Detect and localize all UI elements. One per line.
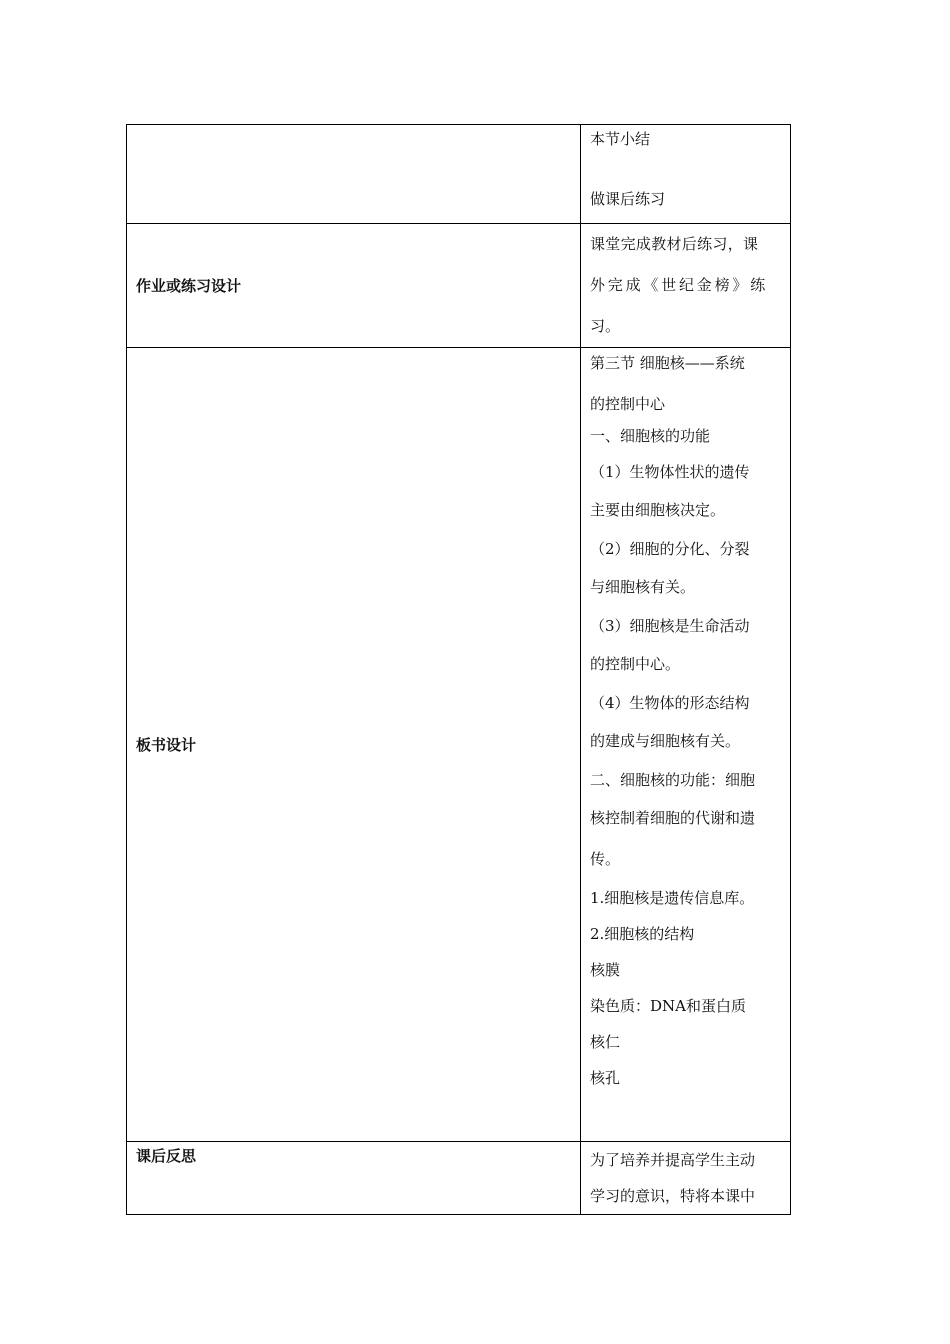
board-line-17: 核膜 xyxy=(590,961,621,979)
board-line-2: 的控制中心 xyxy=(590,395,666,413)
summary-line-1: 本节小结 xyxy=(590,130,651,148)
table-row-homework xyxy=(127,224,791,348)
board-line-20: 核孔 xyxy=(590,1069,621,1087)
board-line-15: 1.细胞核是遗传信息库。 xyxy=(590,889,755,907)
board-line-14: 传。 xyxy=(590,850,621,868)
homework-line-3: 习。 xyxy=(590,317,621,335)
summary-line-2: 做课后练习 xyxy=(590,190,666,208)
reflection-label: 课后反思 xyxy=(136,1147,197,1165)
reflection-line-2: 学习的意识，特将本课中 xyxy=(590,1187,756,1205)
summary-content-cell xyxy=(581,125,791,224)
table-row-summary xyxy=(127,125,791,224)
homework-line-1: 课堂完成教材后练习，课 xyxy=(590,235,759,253)
board-line-12: 二、细胞核的功能：细胞 xyxy=(590,771,756,789)
summary-label-cell xyxy=(127,125,581,224)
board-line-6: （2）细胞的分化、分裂 xyxy=(590,540,750,558)
homework-label-cell xyxy=(127,224,581,348)
board-label: 板书设计 xyxy=(136,736,197,754)
reflection-label-cell xyxy=(127,1142,581,1215)
board-line-9: 的控制中心。 xyxy=(590,655,681,673)
board-line-13: 核控制着细胞的代谢和遗 xyxy=(590,809,756,827)
board-line-18: 染色质：DNA和蛋白质 xyxy=(590,997,746,1015)
board-line-19: 核仁 xyxy=(590,1033,621,1051)
homework-label: 作业或练习设计 xyxy=(136,277,242,295)
reflection-line-1: 为了培养并提高学生主动 xyxy=(590,1151,756,1169)
table-row-board xyxy=(127,348,791,1142)
board-line-3: 一、细胞核的功能 xyxy=(590,427,711,445)
board-line-10: （4）生物体的形态结构 xyxy=(590,694,750,712)
homework-line-2: 外完成《世纪金榜》练 xyxy=(590,276,769,294)
board-line-16: 2.细胞核的结构 xyxy=(590,925,695,943)
homework-content-cell xyxy=(581,224,791,348)
board-line-11: 的建成与细胞核有关。 xyxy=(590,732,741,750)
board-line-7: 与细胞核有关。 xyxy=(590,578,696,596)
lesson-plan-table xyxy=(126,124,791,1215)
table-row-reflection xyxy=(127,1142,791,1215)
board-content-cell xyxy=(581,348,791,1142)
board-label-cell xyxy=(127,348,581,1142)
board-line-4: （1）生物体性状的遗传 xyxy=(590,463,750,481)
board-line-8: （3）细胞核是生命活动 xyxy=(590,617,750,635)
board-line-5: 主要由细胞核决定。 xyxy=(590,501,726,519)
reflection-content-cell xyxy=(581,1142,791,1215)
board-line-1: 第三节 细胞核——系统 xyxy=(590,354,745,372)
